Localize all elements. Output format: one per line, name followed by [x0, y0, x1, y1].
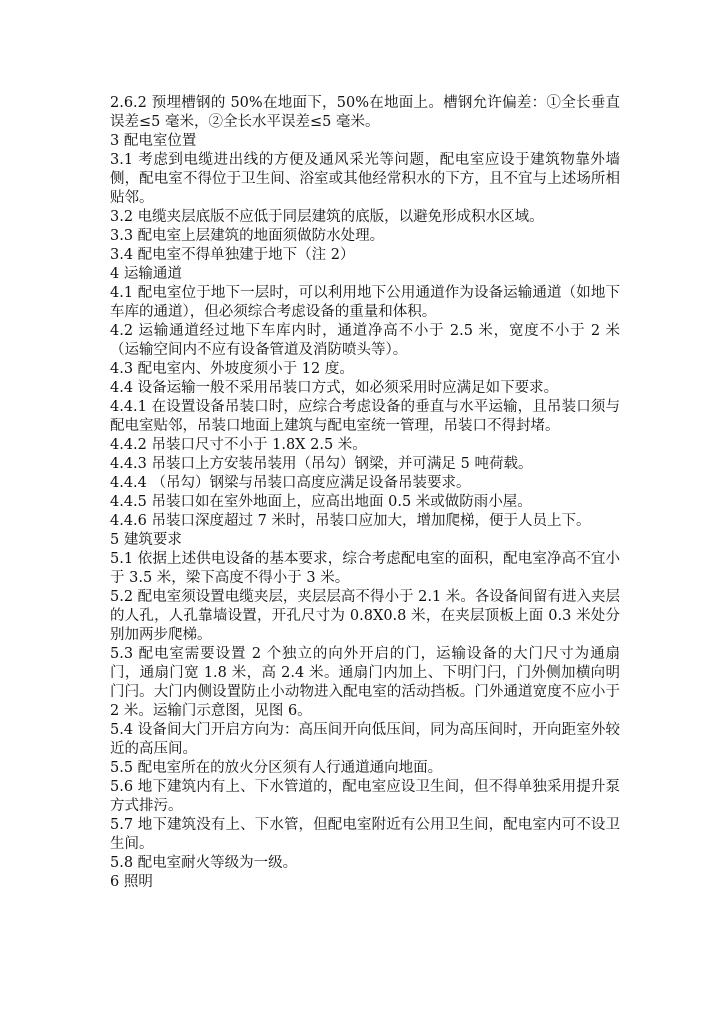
paragraph-5-6: 5.6 地下建筑内有上、下水管道的，配电室应设卫生间，但不得单独采用提升泵方式排污。: [110, 779, 620, 814]
paragraph-5-3: 5.3 配电室需要设置 2 个独立的向外开启的门，运输设备的大门尺寸为通扇门，通扇门宽 1.8 米，高 2.4 米。通扇门内加上、下明门闩，门外侧加横向明门闩。大门内侧设置防止小动物进入配电室的活动挡板。门外通道宽度不应小于 2 米。运输门示意图，见图 6。: [110, 646, 620, 719]
paragraph-5-2: 5.2 配电室须设置电缆夹层，夹层层高不得小于 2.1 米。各设备间留有进入夹层的人孔，人孔靠墙设置，开孔尺寸为 0.8X0.8 米，在夹层顶板上面 0.3 米处分别加两步爬梯。: [110, 589, 620, 643]
paragraph-5-1: 5.1 依据上述供电设备的基本要求，综合考虑配电室的面积，配电室净高不宜小于 3.5 米，梁下高度不得小于 3 米。: [110, 551, 620, 586]
paragraph-4-2: 4.2 运输通道经过地下车库内时，通道净高不小于 2.5 米，宽度不小于 2 米（运输空间内不应有设备管道及消防喷头等）。: [110, 323, 620, 358]
paragraph-3-4: 3.4 配电室不得单独建于地下（注 2）: [110, 247, 355, 263]
paragraph-4-4: 4.4 设备运输一般不采用吊装口方式，如必须采用时应满足如下要求。: [110, 380, 559, 396]
paragraph-4-1: 4.1 配电室位于地下一层时，可以利用地下公用通道作为设备运输通道（如地下车库的通道），但必须综合考虑设备的重量和体积。: [110, 285, 620, 320]
section-heading-3: 3 配电室位置: [110, 133, 197, 149]
paragraph-4-3: 4.3 配电室内、外坡度须小于 12 度。: [110, 361, 354, 377]
paragraph-5-7: 5.7 地下建筑没有上、下水管，但配电室附近有公用卫生间，配电室内可不设卫生间。: [110, 817, 620, 852]
paragraph-4-4-5: 4.4.5 吊装口如在室外地面上，应高出地面 0.5 米或做防雨小屋。: [110, 494, 532, 510]
paragraph-3-2: 3.2 电缆夹层底版不应低于同层建筑的底版，以避免形成积水区域。: [110, 209, 544, 225]
paragraph-2-6-2: 2.6.2 预埋槽钢的 50%在地面下，50%在地面上。槽钢允许偏差：①全长垂直误差≤5 毫米，②全长水平误差≤5 毫米。: [110, 95, 620, 130]
section-heading-6: 6 照明: [110, 874, 153, 890]
section-heading-4: 4 运输通道: [110, 266, 182, 282]
paragraph-5-5: 5.5 配电室所在的放火分区须有人行通道通向地面。: [110, 760, 443, 776]
paragraph-5-8: 5.8 配电室耐火等级为一级。: [110, 855, 298, 871]
paragraph-3-3: 3.3 配电室上层建筑的地面须做防水处理。: [110, 228, 385, 244]
document-page: [110, 94, 620, 892]
paragraph-4-4-1: 4.4.1 在设置设备吊装口时，应综合考虑设备的垂直与水平运输，且吊装口须与配电室贴邻，吊装口地面上建筑与配电室统一管理，吊装口不得封堵。: [110, 399, 620, 434]
paragraph-4-4-4: 4.4.4 （吊勾）钢梁与吊装口高度应满足设备吊装要求。: [110, 475, 471, 491]
paragraph-3-1: 3.1 考虑到电缆进出线的方便及通风采光等问题，配电室应设于建筑物靠外墙侧，配电室不得位于卫生间、浴室或其他经常积水的下方，且不宜与上述场所相贴邻。: [110, 152, 620, 206]
paragraph-5-4: 5.4 设备间大门开启方向为：高压间开向低压间，同为高压间时，开向距室外较近的高压间。: [110, 722, 620, 757]
section-heading-5: 5 建筑要求: [110, 532, 182, 548]
paragraph-4-4-3: 4.4.3 吊装口上方安装吊装用（吊勾）钢梁，并可满足 5 吨荷载。: [110, 456, 533, 472]
paragraph-4-4-2: 4.4.2 吊装口尺寸不小于 1.8X 2.5 米。: [110, 437, 367, 453]
paragraph-4-4-6: 4.4.6 吊装口深度超过 7 米时，吊装口应加大，增加爬梯，便于人员上下。: [110, 513, 591, 529]
